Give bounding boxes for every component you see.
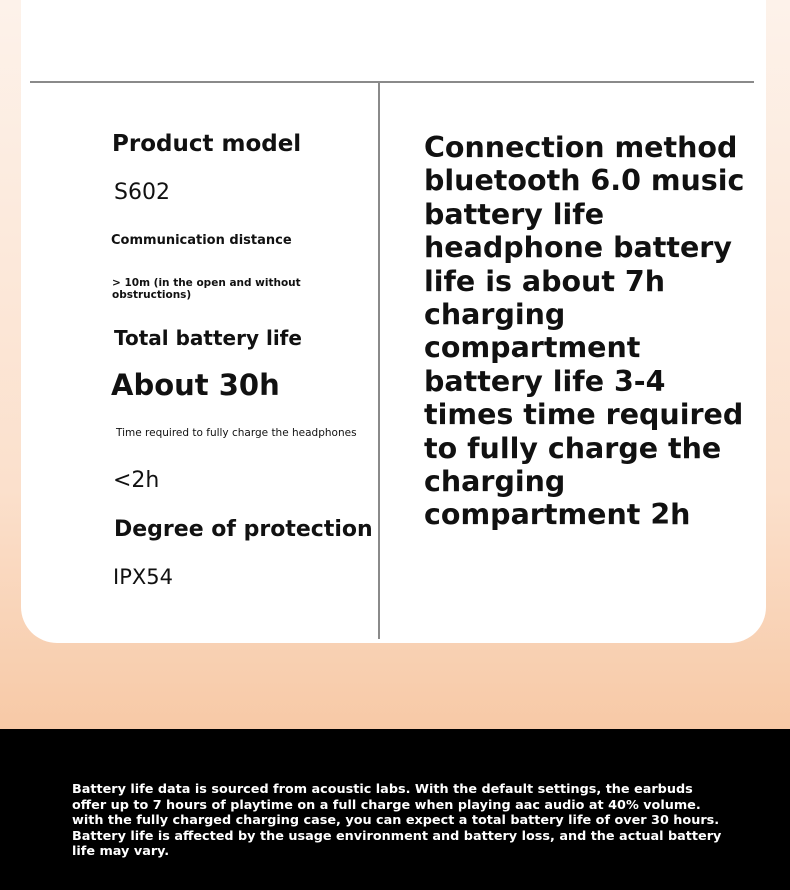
communication-distance-value: > 10m (in the open and without obstructions): [112, 277, 301, 301]
connection-details: Connection method bluetooth 6.0 music battery life headphone battery life is about 7h charging compartment battery life 3-4 times time required to fully charge the charging compartment 2h: [424, 131, 745, 532]
vertical-divider: [378, 82, 380, 639]
charge-time-label: Time required to fully charge the headphones: [116, 427, 357, 439]
battery-disclaimer: Battery life data is sourced from acoustic labs. With the default settings, the earbuds offer up to 7 hours of playtime on a full charge when playing aac audio at 40% volume. with the fully charged charging case, you can expect a total battery life of over 30 hours. Battery life is affected by the usage environment and battery loss, and the actual battery life may vary.: [72, 782, 722, 859]
total-battery-life-value: About 30h: [111, 368, 280, 402]
protection-value: IPX54: [113, 565, 173, 589]
total-battery-life-label: Total battery life: [114, 326, 302, 350]
product-model-label: Product model: [112, 131, 302, 157]
communication-distance-label: Communication distance: [111, 233, 292, 248]
protection-label: Degree of protection: [114, 517, 373, 542]
charge-time-value: <2h: [113, 468, 160, 493]
horizontal-divider: [30, 81, 754, 83]
product-model-value: S602: [114, 180, 170, 205]
footer-banner: [0, 729, 790, 890]
